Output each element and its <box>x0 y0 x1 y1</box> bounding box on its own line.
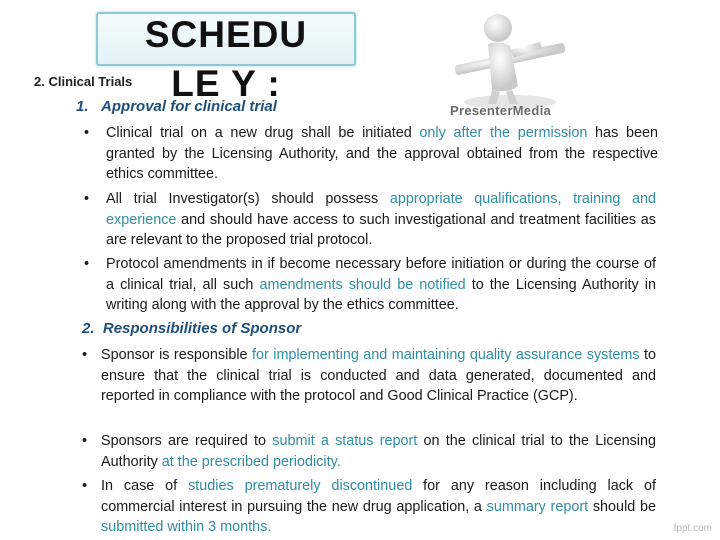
slide-title-line2: LE Y : <box>171 63 281 104</box>
list-item <box>84 189 656 251</box>
bullet-text: Protocol amendments in if become necessary before initiation or during the course of a clinical trial, all such <box>106 256 656 293</box>
bullet-highlight: for implementing and maintaining quality assurance systems <box>251 347 640 363</box>
list-item <box>84 123 658 185</box>
presenter-figure-icon <box>440 6 580 116</box>
bullet-text: has been granted by the Licensing Authority, and the approval obtained from the respective ethics committee. <box>106 125 658 182</box>
section-label: 2. Clinical Trials <box>34 74 133 89</box>
subsection-title: Approval for clinical trial <box>101 98 277 115</box>
bullet-text: Clinical trial on a new drug shall be initiated <box>106 125 420 141</box>
slide-title-line1: SCHEDU <box>144 14 308 55</box>
bullet-highlight: at the prescribed periodicity. <box>161 453 341 470</box>
bullet-highlight: only after the permission <box>419 125 588 141</box>
bullet-text: All trial Investigator(s) should possess <box>106 191 390 207</box>
subsection-heading <box>76 98 277 115</box>
bullet-text: on the clinical trial to the Licensing Authority <box>101 433 657 470</box>
subsection-title: Responsibilities of Sponsor <box>102 320 302 337</box>
bullet-marker: • <box>82 433 88 449</box>
bullet-text: to ensure that the clinical trial is conducted and data generated, documented and reported in compliance with the protocol and Good Clinical Practice (GCP). <box>101 347 656 404</box>
bullet-text: and should have access to such investigational and treatment facilities as are relevant to the proposed trial protocol. <box>106 211 656 248</box>
list-item <box>84 254 656 316</box>
bullet-highlight: submitted within 3 months. <box>101 519 272 535</box>
bullet-highlight: amendments should be notified <box>259 276 466 293</box>
subsection-heading <box>82 320 301 337</box>
bullet-text: should be <box>588 498 656 515</box>
subsection-number: 1. <box>76 98 89 115</box>
bullet-highlight: appropriate qualifications, training and experience <box>106 191 656 228</box>
bullet-marker: • <box>84 191 90 207</box>
bullet-marker: • <box>84 256 90 272</box>
footer-site: fppt.com <box>673 523 712 534</box>
list-item <box>82 431 657 472</box>
bullet-text: Sponsor is responsible <box>101 347 252 363</box>
bullet-text: In case of <box>101 478 189 494</box>
presenter-media-text: PresenterMedia <box>450 103 552 118</box>
bullet-highlight: submit a status report <box>272 433 418 449</box>
bullet-text: for any reason including lack of commercial interest in pursuing the new drug application, a <box>101 478 656 515</box>
bullet-marker: • <box>84 125 90 141</box>
bullet-text: to the Licensing Authority in writing along with the approval by the ethics committee. <box>106 276 656 313</box>
bullet-marker: • <box>82 347 88 363</box>
bullet-marker: • <box>82 478 88 494</box>
bullet-highlight: summary report <box>486 498 589 515</box>
list-item <box>82 345 656 407</box>
subsection-number: 2. <box>82 320 95 337</box>
list-item <box>82 476 656 538</box>
bullet-highlight: studies prematurely discontinued <box>188 478 413 494</box>
bullet-text: Sponsors are required to <box>101 433 273 449</box>
